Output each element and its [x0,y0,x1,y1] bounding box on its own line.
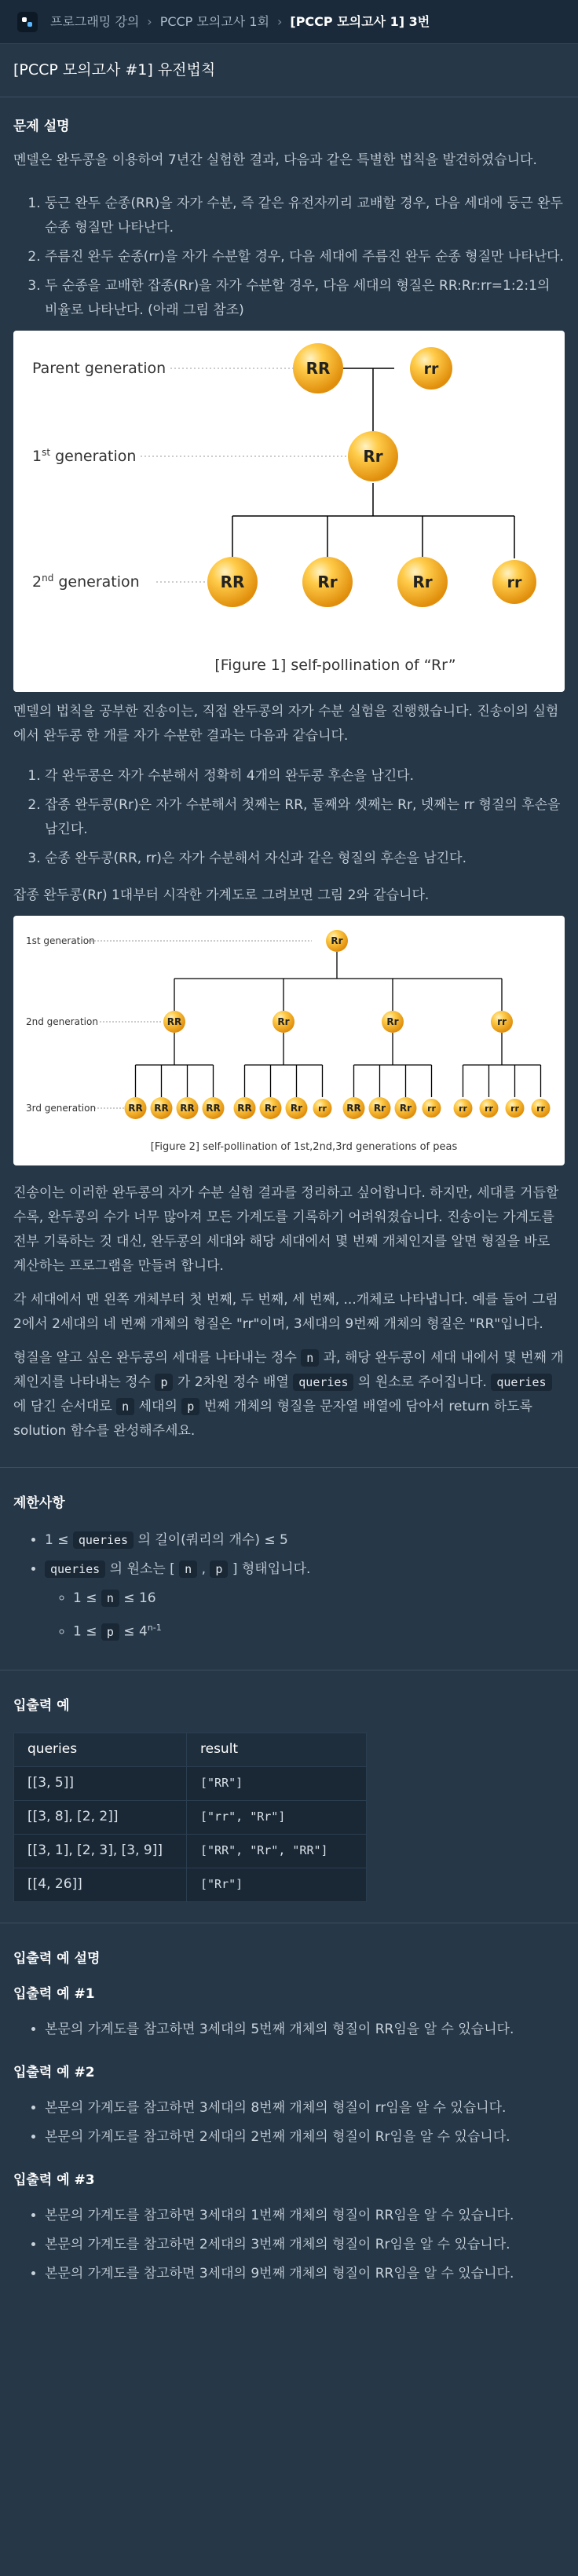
constraints-list [13,1528,565,1645]
experiment-results-list [13,764,565,871]
svg-text:Rr: Rr [386,1016,399,1027]
list-item: • 본문의 가계도를 참고하면 3세대의 5번째 개체의 형질이 RR임을 알 수 있습니다. [45,2018,565,2042]
list-item: • 1 ≤ queries 의 길이(쿼리의 개수) ≤ 5 [45,1528,565,1553]
pea-second-gen-1 [207,557,258,607]
svg-text:rr: rr [459,1103,467,1114]
sub-constraints-list [45,1586,565,1645]
svg-text:RR: RR [180,1103,195,1114]
list-item: • 본문의 가계도를 참고하면 3세대의 9번째 개체의 형질이 RR임을 알 수 있습니다. [45,2262,565,2286]
fig2-pea-gen2-2 [273,1011,294,1033]
fig2-pea-gen2-4 [491,1011,513,1033]
first-generation-label: 1st generation [32,447,137,465]
pea-second-gen-3 [397,557,448,607]
svg-text:Rr: Rr [331,935,343,946]
table-row: [[3, 5]] ["RR"] [14,1766,367,1800]
svg-text:Rr: Rr [399,1103,412,1114]
pea-first-generation [348,431,398,481]
top-navigation-bar [0,0,578,44]
svg-text:RR: RR [166,1016,182,1027]
fig2-pea-gen3-12 [423,1099,441,1118]
svg-text:RR: RR [154,1103,169,1114]
chevron-right-icon: › [276,14,283,29]
breadcrumb-lecture[interactable]: 프로그래밍 강의 [50,14,140,29]
figure-2 [13,916,565,1165]
example-1-title: 입출력 예 #1 [13,1985,95,2002]
fig2-pea-gen3-5 [234,1097,256,1119]
svg-text:Rr: Rr [277,1016,290,1027]
breadcrumb-current: [PCCP 모의고사 1] 3번 [290,14,430,29]
io-example-table [13,1733,367,1902]
breadcrumb-mock-exam[interactable]: PCCP 모의고사 1회 [159,14,269,29]
svg-text:RR: RR [128,1103,143,1114]
example-1-list [13,2018,565,2042]
program-goal-paragraph: 진송이는 이러한 완두콩의 자가 수분 실험 결과를 정리하고 싶어합니다. 하지만, 세대를 거듭할수록, 완두콩의 수가 너무 많아져 모든 가계도를 기록하기 어려워졌습니다. 진송이는 가계도를 전부 기록하는 것 대신, 완두콩의 세대와 해당 세대에서 몇 번째 개체인지를 알면 형질을 바로 계산하는 프로그램을 만들려 합니다. [13,1185,559,1274]
svg-text:rr: rr [510,1103,519,1114]
table-row: [[4, 26]] ["Rr"] [14,1868,367,1901]
figure-2-diagram [13,916,565,1165]
example-2-title: 입출력 예 #2 [13,2064,95,2080]
list-item: • queries 의 원소는 [ n , p ] 형태입니다. ◦ 1 ≤ n ≤ 16 ◦ $1 \le p \le 4^{n-1}$ [45,1557,565,1645]
fig2-pea-gen3-13 [454,1099,473,1118]
mendel-laws-list [13,192,565,323]
svg-text:rr: rr [423,360,439,378]
list-item: 3. 두 순종을 교배한 잡종(Rr)을 자가 수분할 경우, 다음 세대의 형질은 RR:Rr:rr=1:2:1의 비율로 나타난다. (아래 그림 참조) [45,274,565,323]
list-item: 2. 주름진 완두 순종(rr)을 자가 수분할 경우, 다음 세대에 주름진 완두 순종 형질만 나타난다. [45,245,565,269]
list-item: • 본문의 가계도를 참고하면 3세대의 1번째 개체의 형질이 RR임을 알 수 있습니다. [45,2204,565,2228]
figure-1 [13,331,565,692]
svg-text:Rr: Rr [264,1103,277,1114]
list-item: 2. 잡종 완두콩(Rr)은 자가 수분해서 첫째는 RR, 둘째와 셋째는 Rr, 넷째는 rr 형질의 후손을 남긴다. [45,793,565,842]
chevron-right-icon: › [147,14,152,29]
fig2-gen3-label: 3rd generation [26,1103,97,1114]
table-header-result: result [187,1733,367,1766]
code-n: n [301,1349,319,1367]
pea-second-gen-4 [492,560,536,604]
svg-text:Rr: Rr [363,447,383,466]
list-item: • 본문의 가계도를 참고하면 3세대의 8번째 개체의 형질이 rr임을 알 수 있습니다. [45,2096,565,2120]
table-row: [[3, 1], [2, 3], [3, 9]] ["RR", "Rr", "RR"] [14,1834,367,1868]
svg-text:rr: rr [497,1016,507,1027]
fig2-pea-gen3-4 [203,1097,225,1119]
problem-content [0,97,578,2286]
fig2-pea-gen2-1 [163,1011,185,1033]
fig2-pea-gen3-9 [343,1097,365,1119]
figure-2-caption: [Figure 2] self-pollination of 1st,2nd,3rd generations of peas [150,1141,458,1153]
svg-text:RR: RR [346,1103,361,1114]
code-queries: queries [491,1374,551,1391]
svg-text:Rr: Rr [317,573,338,591]
family-tree-paragraph: 잡종 완두콩(Rr) 1대부터 시작한 가계도로 그려보면 그림 2와 같습니다. [13,887,430,903]
example-3-title: 입출력 예 #3 [13,2172,95,2188]
intro-paragraph: 멘델은 완두콩을 이용하여 7년간 실험한 결과, 다음과 같은 특별한 법칙을 발견하였습니다. [13,152,537,168]
svg-text:rr: rr [318,1103,327,1114]
list-item: 1. 각 완두콩은 자가 수분해서 정확히 4개의 완두콩 후손을 남긴다. [45,764,565,789]
list-item: ◦ 1 ≤ n ≤ 16 [73,1586,565,1611]
list-item: • 본문의 가계도를 참고하면 2세대의 2번째 개체의 형질이 Rr임을 알 수 있습니다. [45,2125,565,2150]
second-generation-label: 2nd generation [32,573,140,591]
svg-text:RR: RR [206,1103,221,1114]
section-heading-io-example: 입출력 예 [13,1697,70,1714]
task-paragraph: 형질을 알고 싶은 완두콩의 세대를 나타내는 정수 n 과, 해당 완두콩이 세대 내에서 몇 번째 개체인지를 나타내는 정수 p 가 2차원 정수 배열 queries 의 원소로 주어집니다. queries 에 담긴 순서대로 n 세대의 p 번째 개체의 형질을 문자열 배열에 담아서 return 하도록 solution 함수를 완성해주세요. [13,1350,564,1439]
code-p: p [155,1374,173,1391]
fig2-pea-gen3-7 [286,1097,308,1119]
indexing-paragraph: 각 세대에서 맨 왼쪽 개체부터 첫 번째, 두 번째, 세 번째, ...개체로 나타냅니다. 예를 들어 그림 2에서 2세대의 네 번째 개체의 형질은 "rr"이며, 3세대의 9번째 개체의 형질은 "RR"입니다. [13,1292,558,1332]
fig2-gen2-label: 2nd generation [26,1016,98,1027]
table-row: [[3, 8], [2, 2]] ["rr", "Rr"] [14,1800,367,1834]
programmers-logo-icon[interactable] [17,12,38,32]
page-title: [PCCP 모의고사 #1] 유전법칙 [0,44,578,97]
fig2-pea-gen3-16 [532,1099,551,1118]
svg-text:RR: RR [237,1103,252,1114]
svg-text:Rr: Rr [412,573,433,591]
fig2-pea-gen3-1 [125,1097,147,1119]
fig2-pea-gen3-15 [506,1099,525,1118]
fig2-pea-gen3-3 [177,1097,199,1119]
list-item: 1. 둥근 완두 순종(RR)을 자가 수분, 즉 같은 유전자끼리 교배할 경우, 다음 세대에 둥근 완두 순종 형질만 나타난다. [45,192,565,240]
example-3-list [13,2204,565,2286]
fig2-pea-gen3-14 [480,1099,499,1118]
fig2-pea-gen3-2 [151,1097,173,1119]
svg-text:rr: rr [507,574,522,591]
section-heading-description: 문제 설명 [13,119,70,134]
fig2-pea-root [326,930,348,952]
fig2-pea-gen3-11 [395,1097,417,1119]
section-heading-constraints: 제한사항 [13,1495,65,1511]
code-p: p [181,1398,199,1415]
experiment-paragraph: 멘델의 법칙을 공부한 진송이는, 직접 완두콩의 자가 수분 실험을 진행했습니다. 진송이의 실험에서 완두콩 한 개를 자가 수분한 결과는 다음과 같습니다. [13,704,559,744]
svg-text:rr: rr [536,1103,545,1114]
pea-parent-rr-dominant [293,343,343,393]
svg-text:rr: rr [427,1103,436,1114]
table-header-queries: queries [14,1733,187,1766]
svg-text:rr: rr [485,1103,493,1114]
svg-text:Rr: Rr [290,1103,303,1114]
figure-1-diagram [13,331,565,692]
section-heading-io-explanation: 입출력 예 설명 [13,1950,101,1967]
list-item: • 본문의 가계도를 참고하면 2세대의 3번째 개체의 형질이 Rr임을 알 수 있습니다. [45,2233,565,2257]
fig2-pea-gen3-10 [369,1097,391,1119]
svg-text:Rr: Rr [373,1103,386,1114]
code-n: n [116,1398,134,1415]
svg-text:RR: RR [305,359,331,378]
list-item: 3. 순종 완두콩(RR, rr)은 자가 수분해서 자신과 같은 형질의 후손을 남긴다. [45,847,565,871]
fig2-pea-gen2-3 [382,1011,404,1033]
list-item: ◦ $1 \le p \le 4^{n-1}$ [73,1615,565,1645]
figure-1-caption: [Figure 1] self-pollination of “Rr” [214,657,456,674]
pea-second-gen-2 [302,557,353,607]
fig2-pea-gen3-6 [260,1097,282,1119]
parent-generation-label: Parent generation [32,360,166,377]
fig2-pea-gen3-8 [313,1099,332,1118]
fig2-gen1-label: 1st generation [26,935,95,946]
code-queries: queries [293,1374,353,1391]
example-2-list [13,2096,565,2150]
svg-text:RR: RR [220,573,245,591]
pea-parent-rr-recessive [410,347,452,390]
